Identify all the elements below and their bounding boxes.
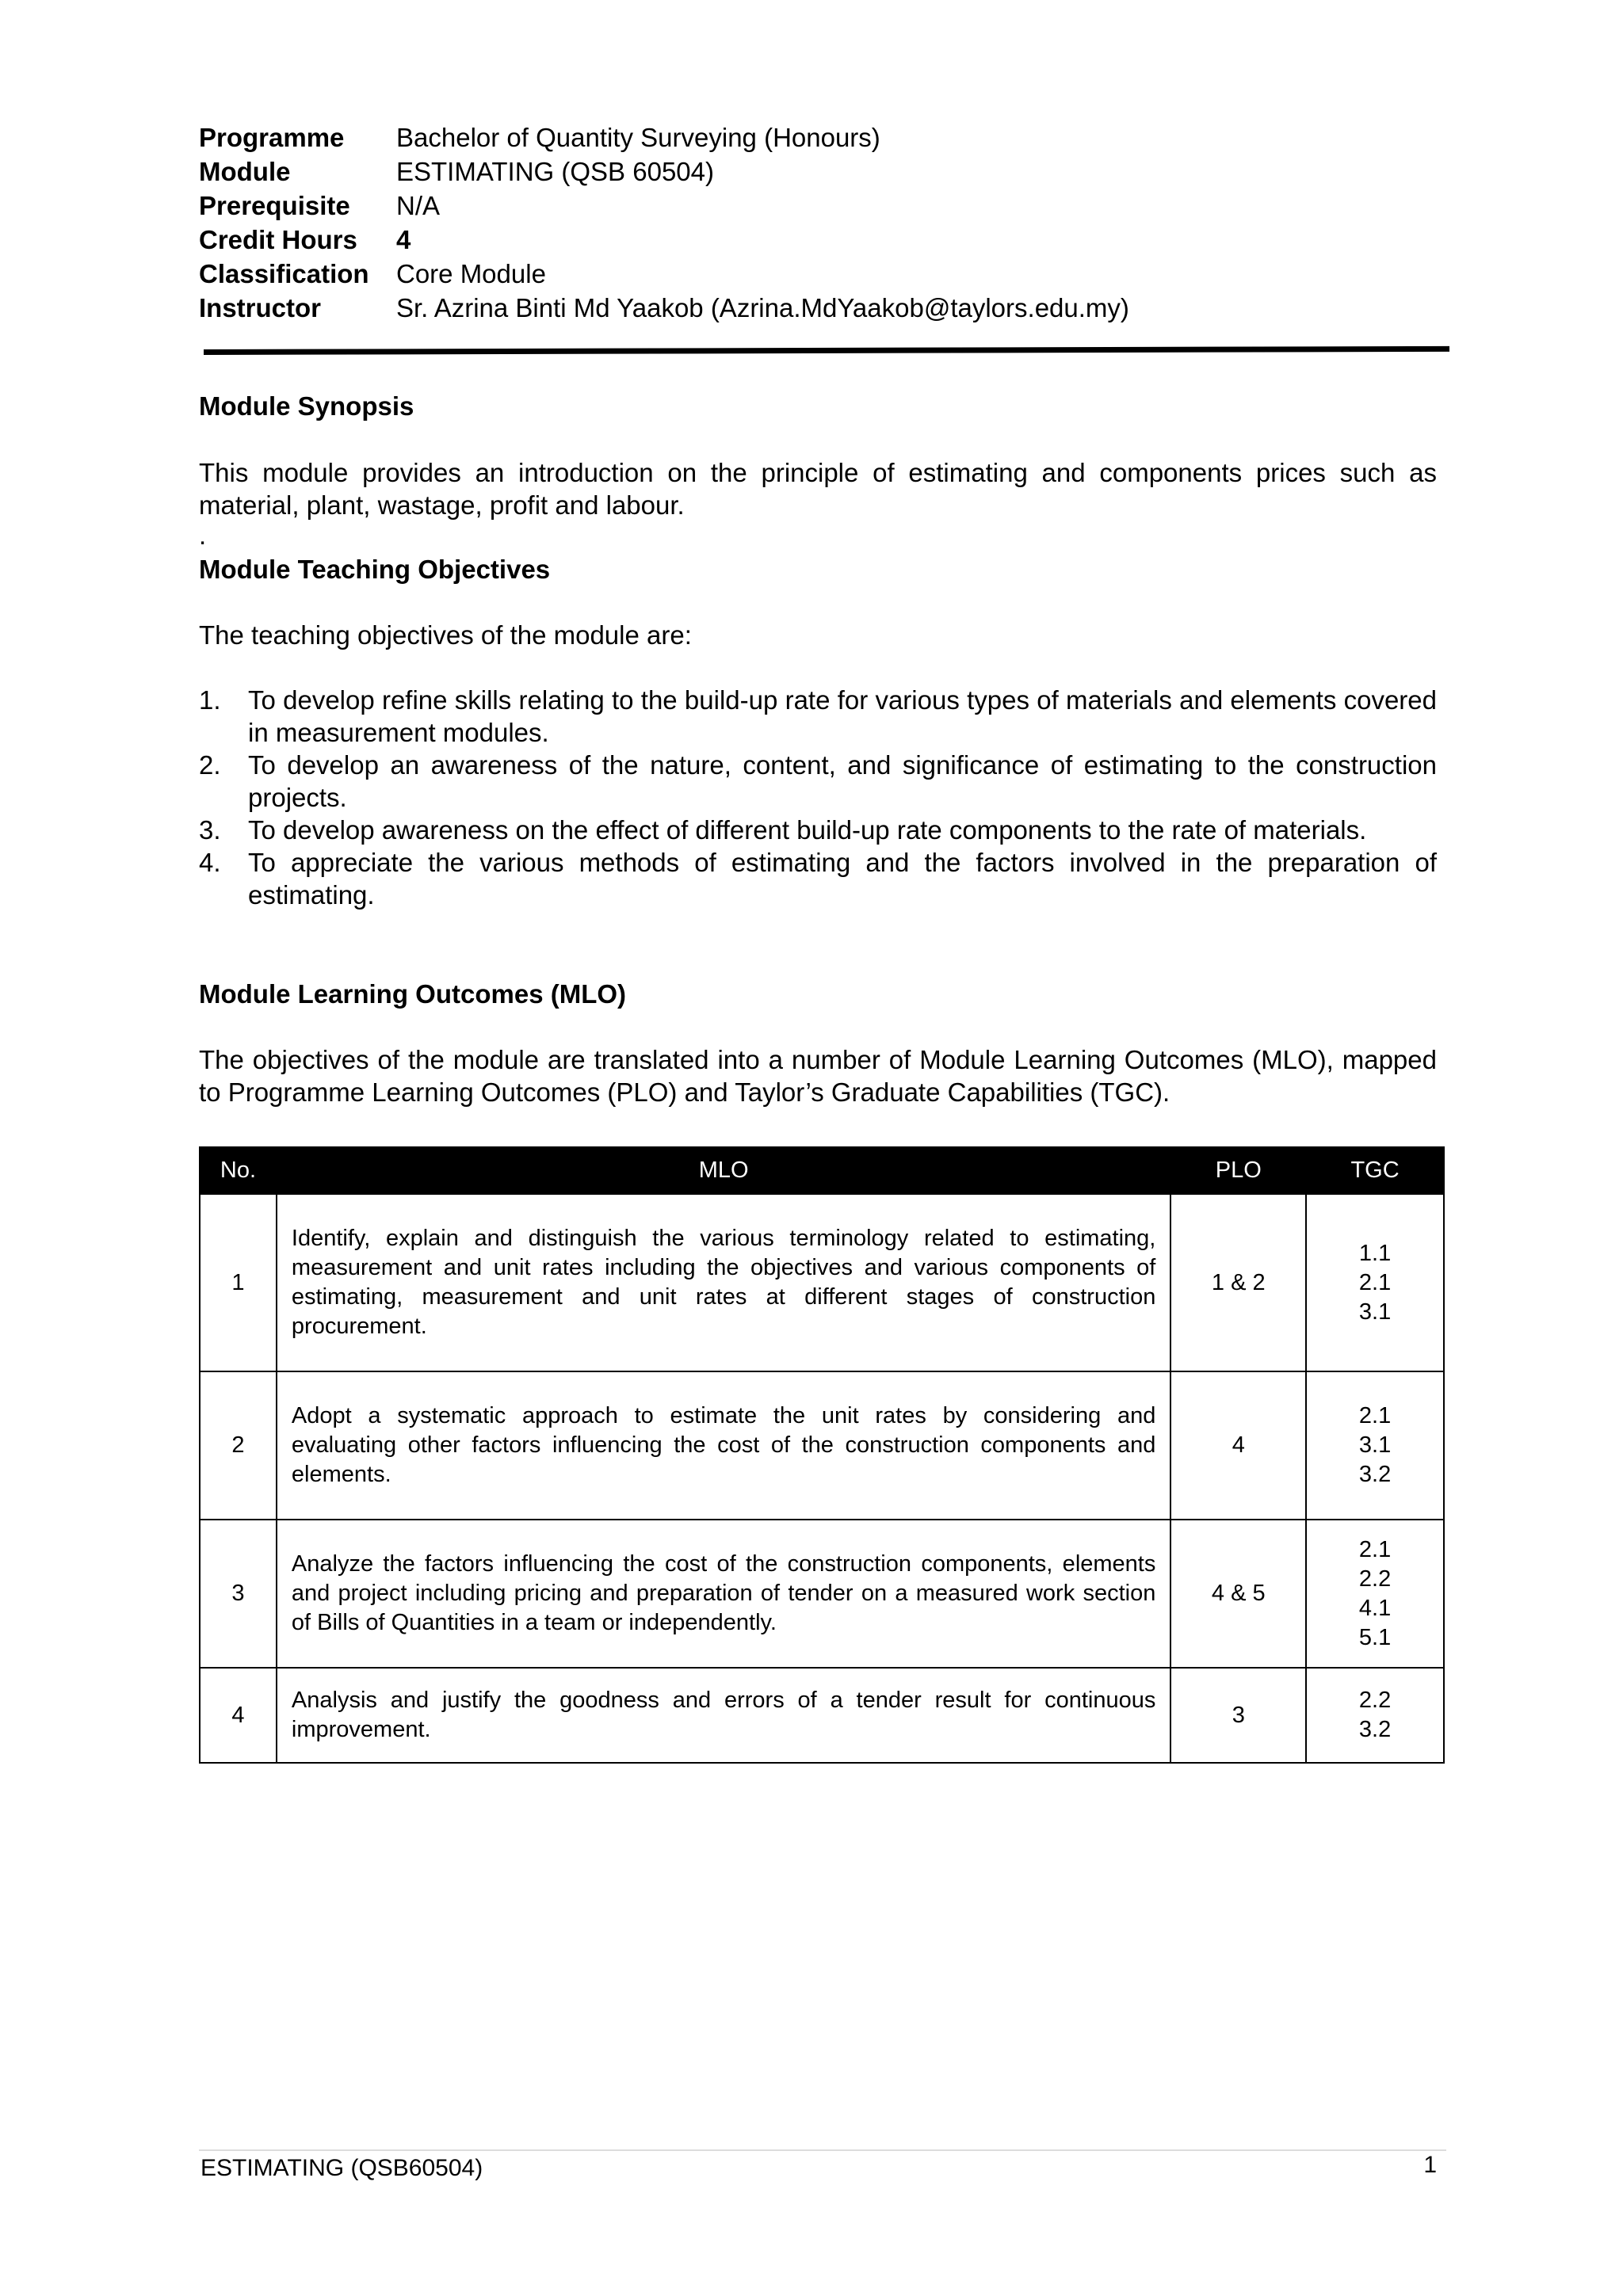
list-number: 1. <box>199 685 221 715</box>
synopsis-text: This module provides an introduction on the principle of estimating and components prices such as material, plant, wastage, profit and labour. <box>199 458 1437 520</box>
tgc-value: 2.2 <box>1358 1688 1392 1713</box>
cell-no: 4 <box>200 1668 277 1763</box>
list-number: 3. <box>199 815 221 845</box>
meta-label: Instructor <box>199 293 322 322</box>
meta-row-instructor <box>199 291 1129 325</box>
tgc-value: 3.2 <box>1358 1717 1392 1742</box>
tgc-value: 4.1 <box>1358 1595 1392 1621</box>
list-text: To develop awareness on the effect of different build-up rate components to the rate of materials. <box>248 815 1367 845</box>
table-row <box>200 1520 1444 1668</box>
meta-row-module <box>199 154 1129 189</box>
list-text: To develop an awareness of the nature, content, and significance of estimating to the construction projects. <box>248 750 1437 812</box>
tgc-value: 3.1 <box>1358 1299 1392 1325</box>
col-header-tgc: TGC <box>1306 1147 1444 1194</box>
tgc-value: 3.1 <box>1358 1432 1392 1458</box>
meta-label: Credit Hours <box>199 225 357 254</box>
cell-plo: 3 <box>1170 1668 1306 1763</box>
meta-label: Programme <box>199 123 345 152</box>
meta-value: 4 <box>396 225 411 254</box>
table-row <box>200 1194 1444 1371</box>
cell-mlo: Adopt a systematic approach to estimate the unit rates by considering and evaluating other factors influencing the cost of the construction components and elements. <box>277 1371 1170 1520</box>
mlo-heading: Module Learning Outcomes (MLO) <box>199 979 627 1009</box>
cell-tgc <box>1306 1668 1444 1763</box>
meta-label: Module <box>199 157 291 186</box>
mlo-table <box>199 1146 1445 1764</box>
cell-tgc <box>1306 1194 1444 1371</box>
cell-mlo: Identify, explain and distinguish the various terminology related to estimating, measurement and unit rates including the objectives and various components of estimating, measurement and unit rates at different stages of construction procurement. <box>277 1194 1170 1371</box>
stray-mark: . <box>199 521 207 550</box>
meta-value: ESTIMATING (QSB 60504) <box>396 157 714 186</box>
list-number: 2. <box>199 750 221 780</box>
cell-no: 2 <box>200 1371 277 1520</box>
list-item <box>199 749 1437 814</box>
meta-value: Core Module <box>396 259 546 288</box>
header-divider <box>204 346 1449 355</box>
meta-value: N/A <box>396 191 441 220</box>
list-text: To appreciate the various methods of estimating and the factors involved in the preparation of estimating. <box>248 848 1437 910</box>
table-header-row <box>200 1147 1444 1194</box>
col-header-plo: PLO <box>1170 1147 1306 1194</box>
cell-plo: 4 <box>1170 1371 1306 1520</box>
footer-title: ESTIMATING (QSB60504) <box>200 2155 483 2181</box>
meta-label: Classification <box>199 259 369 288</box>
cell-tgc <box>1306 1371 1444 1520</box>
cell-mlo: Analysis and justify the goodness and errors of a tender result for continuous improvement. <box>277 1668 1170 1763</box>
meta-value: Bachelor of Quantity Surveying (Honours) <box>396 123 880 152</box>
meta-label: Prerequisite <box>199 191 350 220</box>
meta-row-credit-hours <box>199 223 1129 257</box>
objectives-intro: The teaching objectives of the module are: <box>199 620 692 650</box>
page-number: 1 <box>1423 2152 1437 2178</box>
tgc-value: 2.1 <box>1358 1536 1392 1562</box>
tgc-value: 2.1 <box>1358 1403 1392 1428</box>
cell-mlo: Analyze the factors influencing the cost of the construction components, elements and project including pricing and preparation of tender on a measured work section of Bills of Quantities in a team or independently. <box>277 1520 1170 1668</box>
footer-divider <box>199 2149 1446 2151</box>
list-item <box>199 684 1437 749</box>
cell-no: 1 <box>200 1194 277 1371</box>
cell-plo: 4 & 5 <box>1170 1520 1306 1668</box>
synopsis-heading: Module Synopsis <box>199 391 414 421</box>
tgc-value: 5.1 <box>1358 1624 1392 1650</box>
list-number: 4. <box>199 848 221 877</box>
list-item <box>199 814 1437 846</box>
list-text: To develop refine skills relating to the build-up rate for various types of materials and elements covered in measurement modules. <box>248 685 1437 747</box>
meta-row-prerequisite <box>199 189 1129 223</box>
module-info-block <box>199 120 1129 325</box>
cell-plo: 1 & 2 <box>1170 1194 1306 1371</box>
meta-row-programme <box>199 120 1129 154</box>
mlo-intro: The objectives of the module are translated into a number of Module Learning Outcomes (MLO), mapped to Programme Learning Outcomes (PLO) and Taylor’s Graduate Capabilities (TGC). <box>199 1045 1437 1107</box>
table-row <box>200 1371 1444 1520</box>
col-header-mlo: MLO <box>277 1147 1170 1194</box>
meta-value: Sr. Azrina Binti Md Yaakob (Azrina.MdYaakob@taylors.edu.my) <box>396 293 1129 322</box>
tgc-value: 2.1 <box>1358 1269 1392 1295</box>
cell-no: 3 <box>200 1520 277 1668</box>
meta-row-classification <box>199 257 1129 291</box>
tgc-value: 2.2 <box>1358 1566 1392 1592</box>
col-header-no: No. <box>200 1147 277 1194</box>
objectives-heading: Module Teaching Objectives <box>199 555 551 584</box>
tgc-value: 3.2 <box>1358 1462 1392 1487</box>
cell-tgc <box>1306 1520 1444 1668</box>
table-row <box>200 1668 1444 1763</box>
tgc-value: 1.1 <box>1358 1240 1392 1266</box>
list-item <box>199 846 1437 911</box>
objectives-list <box>199 684 1437 911</box>
